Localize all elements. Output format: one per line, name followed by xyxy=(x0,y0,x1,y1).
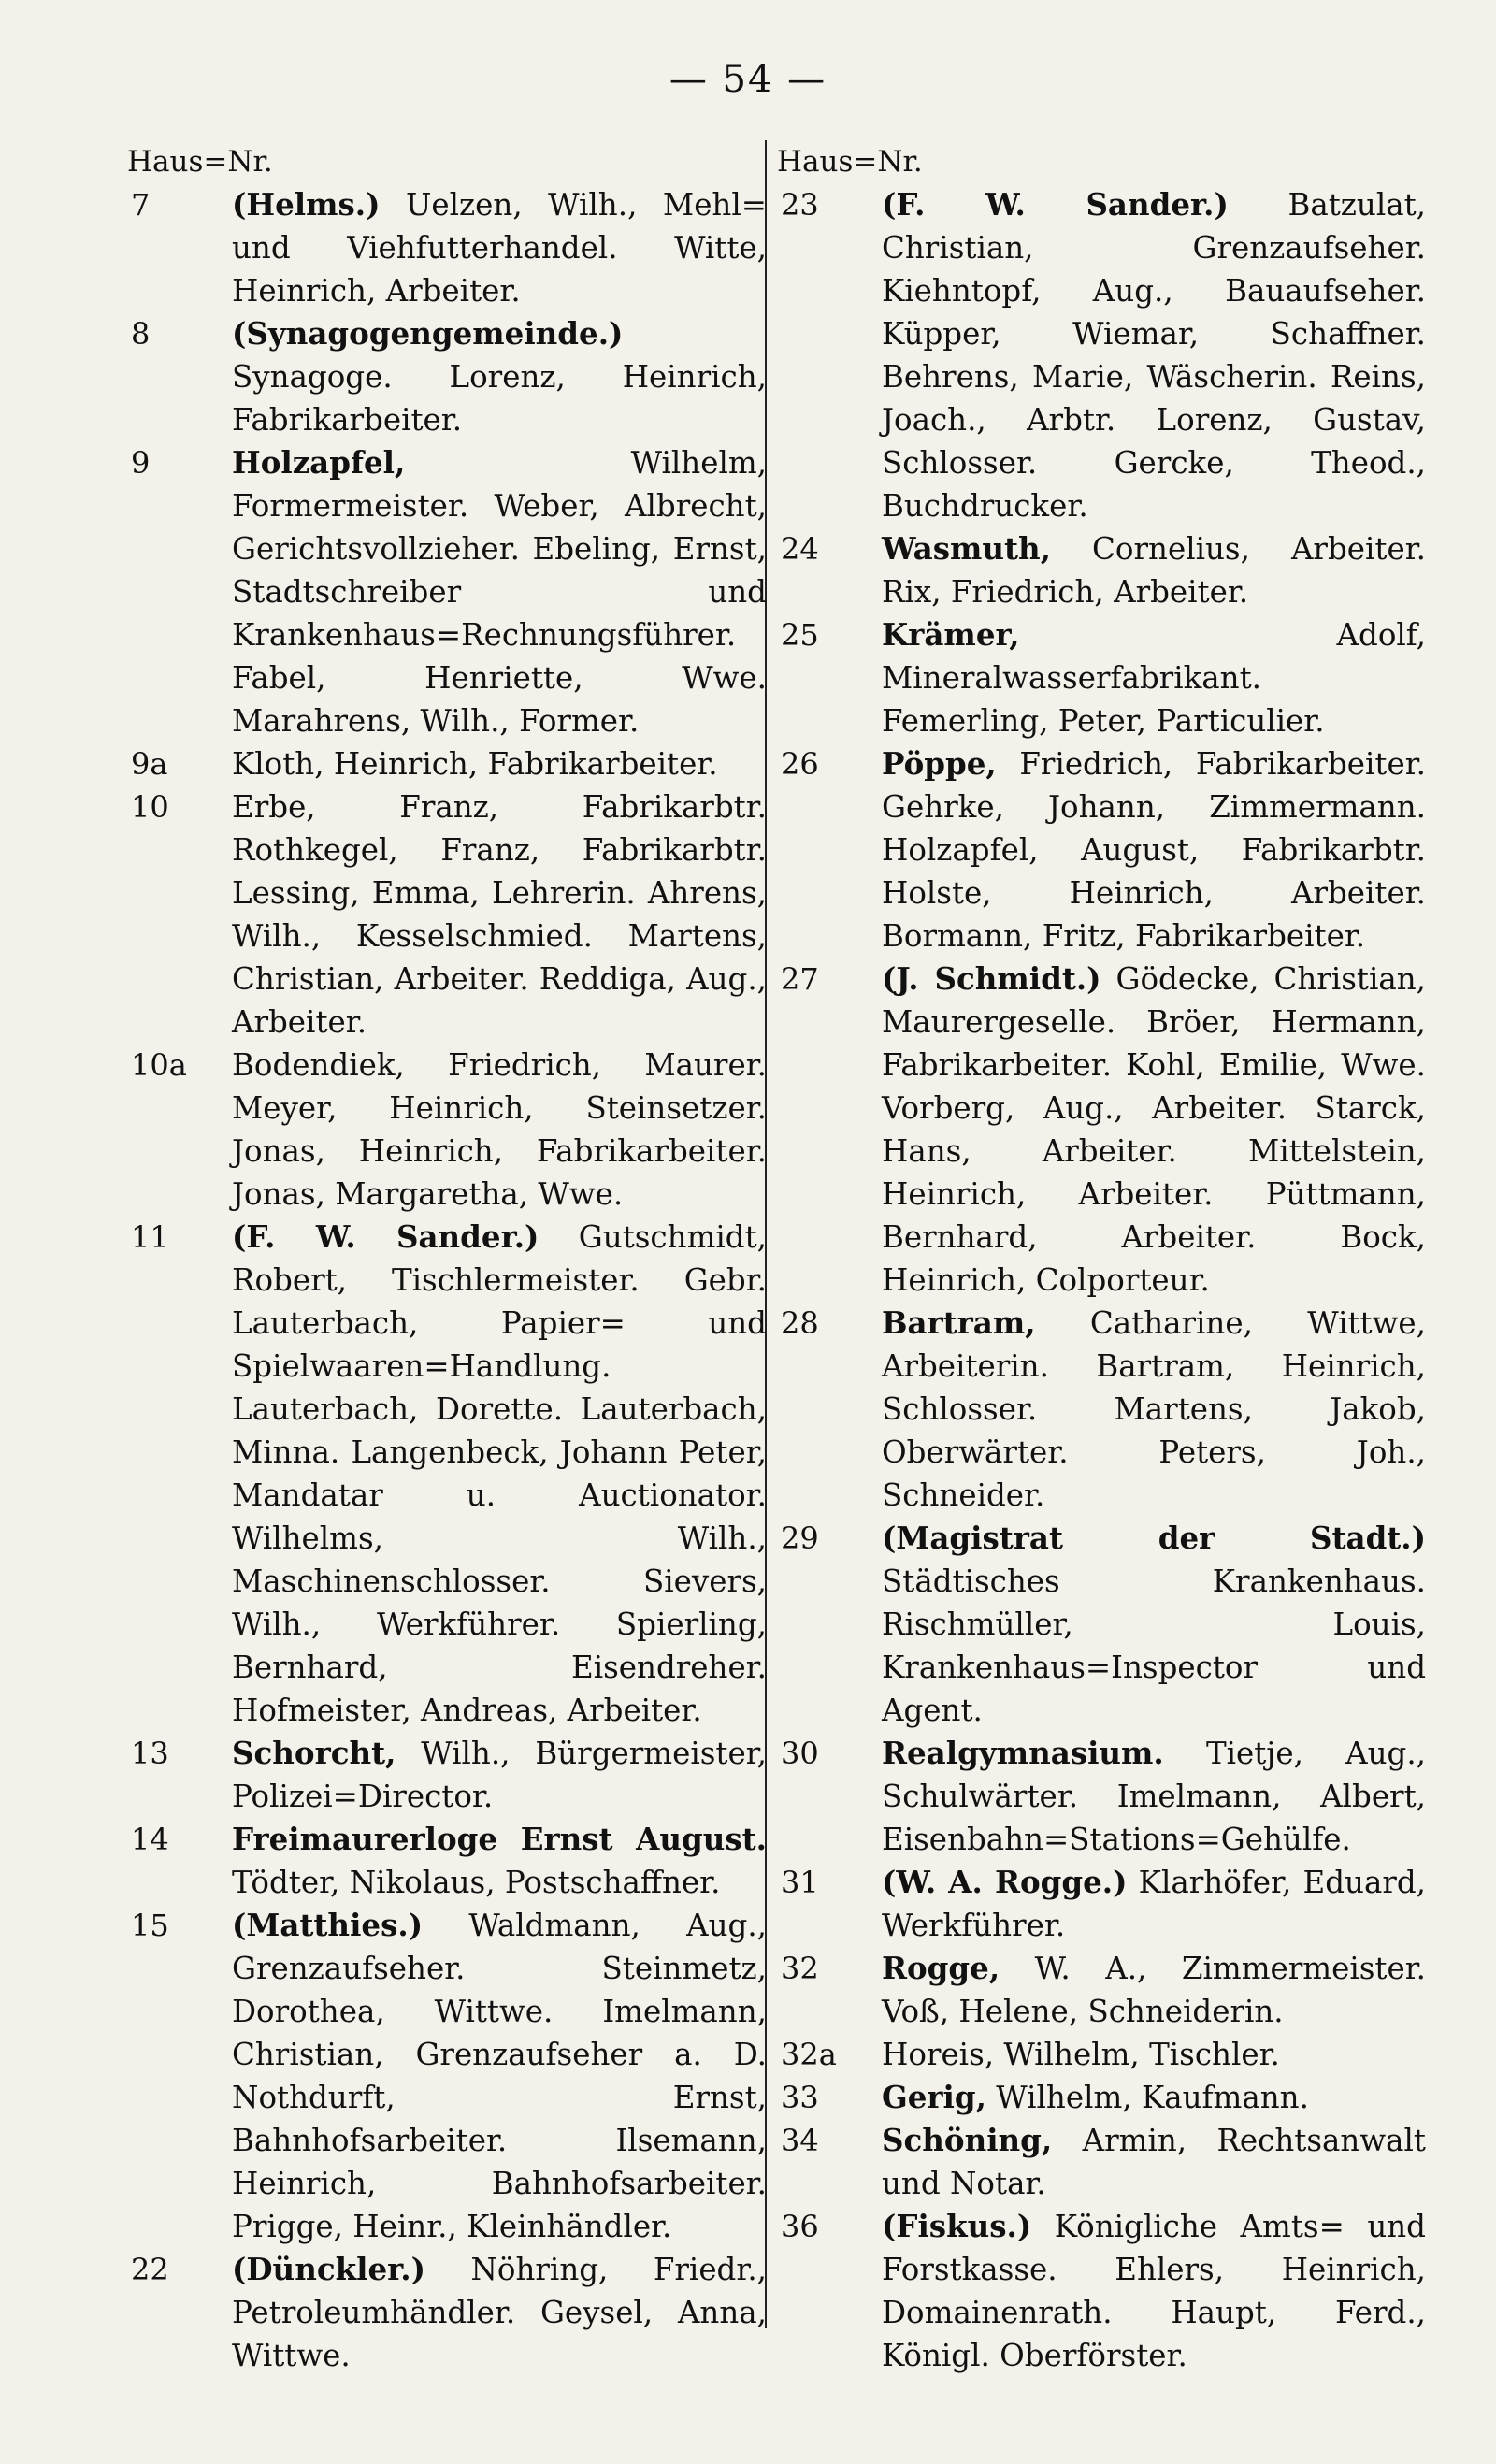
property-owner: Rogge, xyxy=(882,1950,1000,1986)
property-owner: Freimaurerloge Ernst August. xyxy=(232,1821,767,1857)
residents-text: W. A., Zimmermeister. Voß, Helene, Schneiderin. xyxy=(882,1951,1426,2029)
house-number: 8 xyxy=(131,316,151,352)
residents-text: Wilhelm, Formermeister. Weber, Albrecht, Gerichtsvollzieher. Ebeling, Ernst, Stadtschreiber und Krankenhaus=Rechnungsführer. Fabel, Henriette, Wwe. Marahrens, Wilh., Former. xyxy=(232,445,767,739)
residents-text: Cornelius, Arbeiter. Rix, Friedrich, Arbeiter. xyxy=(882,531,1426,610)
property-owner: (Fiskus.) xyxy=(882,2208,1032,2244)
directory-entry xyxy=(131,183,767,312)
directory-entry xyxy=(131,785,767,1044)
property-owner: Schöning, xyxy=(882,2122,1053,2158)
property-owner: (Magistrat der Stadt.) xyxy=(882,1520,1426,1556)
directory-entry xyxy=(781,527,1426,613)
directory-entry xyxy=(131,1044,767,1216)
house-number: 10a xyxy=(131,1047,187,1083)
property-owner: Bartram, xyxy=(882,1304,1036,1341)
entry-list xyxy=(781,183,1426,2377)
residents-text: Friedrich, Fabrikarbeiter. Gehrke, Johann, Zimmermann. Holzapfel, August, Fabrikarbtr. Holste, Heinrich, Arbeiter. Bormann, Fritz, Fabrikarbeiter. xyxy=(882,746,1426,954)
residents-text: Gödecke, Christian, Maurergeselle. Bröer, Hermann, Fabrikarbeiter. Kohl, Emilie, Wwe. Vorberg, Aug., Arbeiter. Starck, Hans, Arbeiter. Mittelstein, Heinrich, Arbeiter. Püttmann, Bernhard, Arbeiter. Bock, Heinrich, Colporteur. xyxy=(882,961,1426,1298)
house-number: 25 xyxy=(781,617,819,653)
property-owner: Krämer, xyxy=(882,616,1020,653)
residents-text: Wilh., Bürgermeister, Polizei=Director. xyxy=(232,1736,767,1814)
property-owner: Wasmuth, xyxy=(882,530,1052,567)
house-number: 10 xyxy=(131,789,169,825)
residents-text: Adolf, Mineralwasserfabrikant. Femerling, Peter, Particulier. xyxy=(882,617,1426,739)
directory-entry xyxy=(131,1904,767,2248)
house-number: 34 xyxy=(781,2123,819,2158)
residents-text: Kloth, Heinrich, Fabrikarbeiter. xyxy=(232,746,718,782)
house-number: 32 xyxy=(781,1951,819,1986)
directory-entry xyxy=(781,1302,1426,1517)
property-owner: (Synagogengemeinde.) xyxy=(232,315,624,352)
property-owner: Realgymnasium. xyxy=(882,1735,1164,1771)
property-owner: (Helms.) xyxy=(232,186,381,223)
residents-text: Königliche Amts= und Forstkasse. Ehlers, Heinrich, Domainenrath. Haupt, Ferd., Königl. Oberförster. xyxy=(882,2209,1426,2373)
house-number: 13 xyxy=(131,1736,169,1771)
directory-entry xyxy=(131,441,767,742)
right-column xyxy=(777,140,1427,2377)
property-owner: (F. W. Sander.) xyxy=(232,1218,539,1255)
house-number-header: Haus=Nr. xyxy=(777,145,923,179)
residents-text: Tietje, Aug., Schulwärter. Imelmann, Albert, Eisenbahn=Stations=Gehülfe. xyxy=(882,1736,1426,1857)
residents-text: Armin, Rechtsanwalt und Notar. xyxy=(882,2123,1426,2201)
property-owner: (F. W. Sander.) xyxy=(882,186,1229,223)
directory-entry xyxy=(781,958,1426,1302)
house-number: 11 xyxy=(131,1219,169,1255)
property-owner: Holzapfel, xyxy=(232,444,406,481)
directory-entry xyxy=(781,1947,1426,2033)
directory-entry xyxy=(131,312,767,441)
residents-text: Klarhöfer, Eduard, Werkführer. xyxy=(882,1865,1427,1943)
residents-text: Catharine, Wittwe, Arbeiterin. Bartram, Heinrich, Schlosser. Martens, Jakob, Oberwärter. Peters, Joh., Schneider. xyxy=(882,1305,1426,1513)
property-owner: Pöppe, xyxy=(882,745,997,782)
house-number: 22 xyxy=(131,2252,169,2287)
house-number: 27 xyxy=(781,961,819,997)
directory-entry xyxy=(781,742,1426,958)
entry-list xyxy=(131,183,767,2377)
left-column xyxy=(127,140,767,2377)
house-number: 9 xyxy=(131,445,151,481)
property-owner: Schorcht, xyxy=(232,1735,396,1771)
directory-entry xyxy=(131,1818,767,1904)
directory-entry xyxy=(781,2119,1426,2205)
residents-text: Tödter, Nikolaus, Postschaffner. xyxy=(232,1865,721,1900)
directory-entry xyxy=(781,1861,1426,1947)
house-number: 15 xyxy=(131,1908,169,1943)
house-number: 31 xyxy=(781,1865,819,1900)
directory-entry xyxy=(781,2033,1426,2076)
residents-text: Nöhring, Friedr., Petroleumhändler. Geysel, Anna, Wittwe. xyxy=(232,2252,767,2373)
residents-text: Synagoge. Lorenz, Heinrich, Fabrikarbeiter. xyxy=(232,359,767,438)
house-number: 23 xyxy=(781,187,819,223)
house-number: 26 xyxy=(781,746,819,782)
directory-entry xyxy=(131,1216,767,1732)
residents-text: Horeis, Wilhelm, Tischler. xyxy=(882,2037,1280,2072)
residents-text: Batzulat, Christian, Grenzaufseher. Kiehntopf, Aug., Bauaufseher. Küpper, Wiemar, Schaffner. Behrens, Marie, Wäscherin. Reins, Joach., Arbtr. Lorenz, Gustav, Schlosser. Gercke, Theod., Buchdrucker. xyxy=(882,187,1426,524)
directory-entry xyxy=(781,1732,1426,1861)
directory-entry xyxy=(781,2076,1426,2119)
directory-entry xyxy=(781,183,1426,527)
residents-text: Wilhelm, Kaufmann. xyxy=(985,2080,1309,2115)
house-number: 30 xyxy=(781,1736,819,1771)
residents-text: Städtisches Krankenhaus. Rischmüller, Louis, Krankenhaus=Inspector und Agent. xyxy=(882,1563,1426,1728)
residents-text: Bodendiek, Friedrich, Maurer. Meyer, Heinrich, Steinsetzer. Jonas, Heinrich, Fabrikarbeiter. Jonas, Margaretha, Wwe. xyxy=(232,1047,767,1212)
house-number: 14 xyxy=(131,1822,169,1857)
directory-entry xyxy=(781,613,1426,742)
directory-entry xyxy=(781,1517,1426,1732)
directory-entry xyxy=(131,742,767,785)
property-owner: Gerig, xyxy=(882,2079,986,2115)
house-number: 7 xyxy=(131,187,151,223)
directory-entry xyxy=(781,2205,1426,2377)
residents-text: Uelzen, Wilh., Mehl= und Viehfutterhandel. Witte, Heinrich, Arbeiter. xyxy=(232,187,767,309)
directory-entry xyxy=(131,1732,767,1818)
property-owner: (J. Schmidt.) xyxy=(882,960,1101,997)
property-owner: (Dünckler.) xyxy=(232,2251,425,2287)
house-number: 36 xyxy=(781,2209,819,2244)
residents-text: Erbe, Franz, Fabrikarbtr. Rothkegel, Franz, Fabrikarbtr. Lessing, Emma, Lehrerin. Ahrens, Wilh., Kesselschmied. Martens, Christian, Arbeiter. Reddiga, Aug., Arbeiter. xyxy=(232,789,767,1040)
house-number: 24 xyxy=(781,531,819,567)
property-owner: (Matthies.) xyxy=(232,1907,424,1943)
directory-entry xyxy=(131,2248,767,2377)
property-owner: (W. A. Rogge.) xyxy=(882,1864,1128,1900)
house-number: 28 xyxy=(781,1305,819,1341)
residents-text: Waldmann, Aug., Grenzaufseher. Steinmetz, Dorothea, Wittwe. Imelmann, Christian, Grenzaufseher a. D. Nothdurft, Ernst, Bahnhofsarbeiter. Ilsemann, Heinrich, Bahnhofsarbeiter. Prigge, Heinr., Kleinhändler. xyxy=(232,1908,767,2244)
house-number: 9a xyxy=(131,746,168,782)
house-number: 32a xyxy=(781,2037,837,2072)
house-number: 29 xyxy=(781,1520,819,1556)
house-number-header: Haus=Nr. xyxy=(127,145,273,179)
page-number: — 54 — xyxy=(669,58,827,101)
residents-text: Gutschmidt, Robert, Tischlermeister. Gebr. Lauterbach, Papier= und Spielwaaren=Handlung. Lauterbach, Dorette. Lauterbach, Minna. Langenbeck, Johann Peter, Mandatar u. Auctionator. Wilhelms, Wilh., Maschinenschlosser. Sievers, Wilh., Werkführer. Spierling, Bernhard, Eisendreher. Hofmeister, Andreas, Arbeiter. xyxy=(232,1219,767,1728)
house-number: 33 xyxy=(781,2080,819,2115)
